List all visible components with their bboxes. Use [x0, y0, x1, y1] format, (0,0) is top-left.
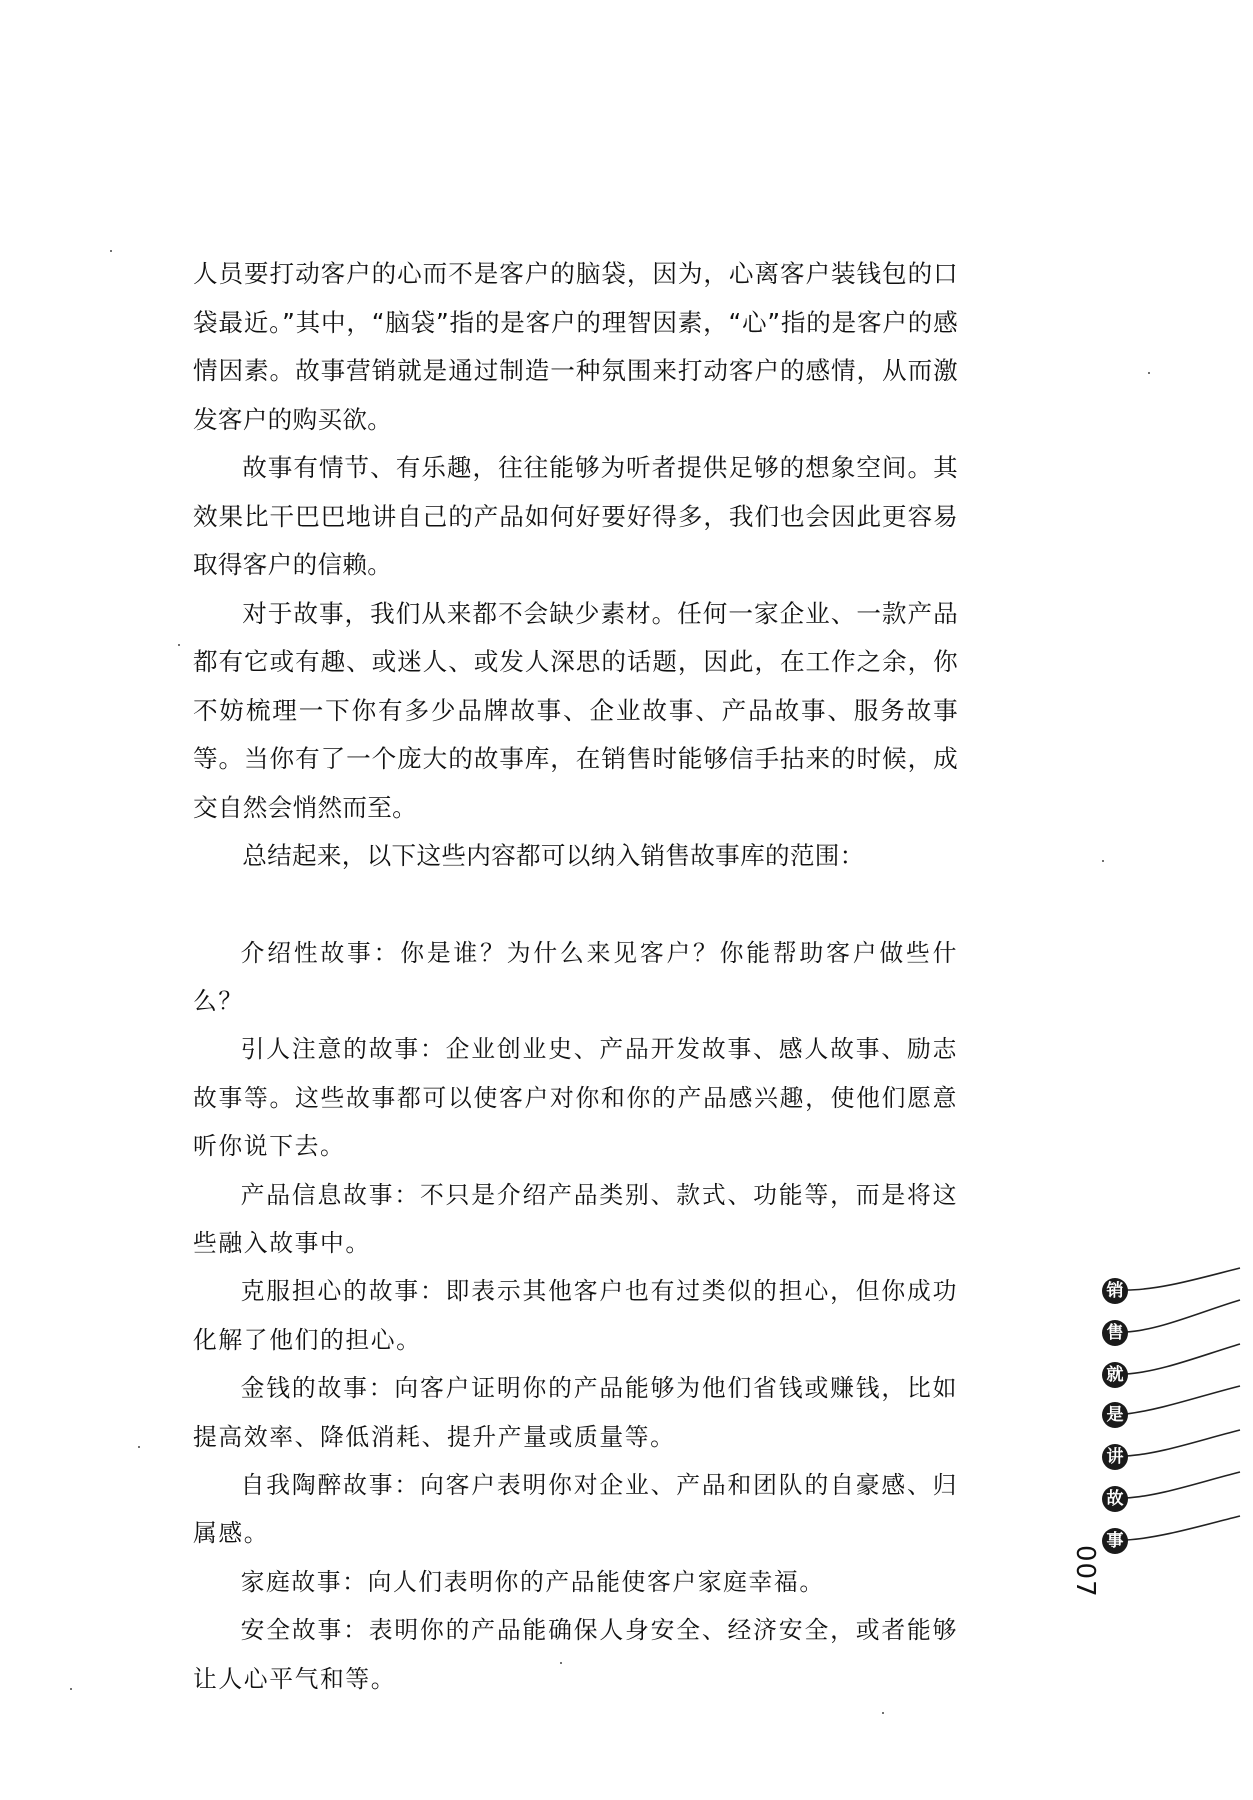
- side-tab-char: 事: [1102, 1528, 1128, 1554]
- paragraph-summary-intro: 总结起来，以下这些内容都可以纳入销售故事库的范围：: [242, 841, 865, 870]
- text-column: [193, 250, 958, 1703]
- scan-speck: [178, 644, 180, 646]
- side-tab-lines: [1090, 1260, 1253, 1620]
- paragraph: 故事有情节、有乐趣，往往能够为听者提供足够的想象空间。其效果比干巴巴地讲自己的产品如何好要好得多，我们也会因此更容易取得客户的信赖。: [193, 453, 958, 579]
- side-tab-char: 售: [1102, 1320, 1128, 1346]
- list-item: 克服担心的故事：即表示其他客户也有过类似的担心，但你成功化解了他们的担心。: [193, 1277, 958, 1354]
- page-number: 007: [1070, 1545, 1100, 1598]
- scan-speck: [560, 1662, 562, 1664]
- scan-speck: [138, 1446, 140, 1448]
- scan-speck: [882, 1712, 884, 1714]
- list-item: 自我陶醉故事：向客户表明你对企业、产品和团队的自豪感、归属感。: [193, 1470, 958, 1548]
- chapter-side-tab: [1090, 1260, 1253, 1620]
- list-item: 介绍性故事：你是谁？为什么来见客户？你能帮助客户做些什么？: [193, 938, 958, 1015]
- scan-speck: [1148, 372, 1150, 374]
- list-item: 产品信息故事：不只是介绍产品类别、款式、功能等，而是将这些融入故事中。: [193, 1180, 958, 1257]
- list-item: 金钱的故事：向客户证明你的产品能够为他们省钱或赚钱，比如提高效率、降低消耗、提升产量或质量等。: [193, 1374, 958, 1451]
- scan-speck: [70, 1688, 72, 1690]
- side-tab-char: 故: [1102, 1486, 1128, 1512]
- scan-speck: [1102, 860, 1104, 862]
- paragraph: 对于故事，我们从来都不会缺少素材。任何一家企业、一款产品都有它或有趣、或迷人、或发人深思的话题，因此，在工作之余，你不妨梳理一下你有多少品牌故事、企业故事、产品故事、服务故事等。当你有了一个庞大的故事库，在销售时能够信手拈来的时候，成交自然会悄然而至。: [193, 598, 958, 822]
- paragraph-continuation: 人员要打动客户的心而不是客户的脑袋，因为，心离客户装钱包的口袋最近。”其中，“脑袋”指的是客户的理智因素，“心”指的是客户的感情因素。故事营销就是通过制造一种氛围来打动客户的感情，从而激发客户的购买欲。: [193, 259, 958, 434]
- side-tab-char: 是: [1102, 1402, 1128, 1428]
- side-tab-char: 就: [1102, 1362, 1128, 1388]
- side-tab-char: 销: [1102, 1278, 1128, 1304]
- story-type-list: [193, 929, 958, 1704]
- side-tab-char: 讲: [1102, 1444, 1128, 1470]
- list-item: 安全故事：表明你的产品能确保人身安全、经济安全，或者能够让人心平气和等。: [193, 1616, 958, 1693]
- list-item: 家庭故事：向人们表明你的产品能使客户家庭幸福。: [240, 1567, 825, 1596]
- section-gap: [193, 881, 958, 929]
- list-item: 引人注意的故事：企业创业史、产品开发故事、感人故事、励志故事等。这些故事都可以使客户对你和你的产品感兴趣，使他们愿意听你说下去。: [193, 1035, 958, 1161]
- scan-speck: [110, 250, 112, 252]
